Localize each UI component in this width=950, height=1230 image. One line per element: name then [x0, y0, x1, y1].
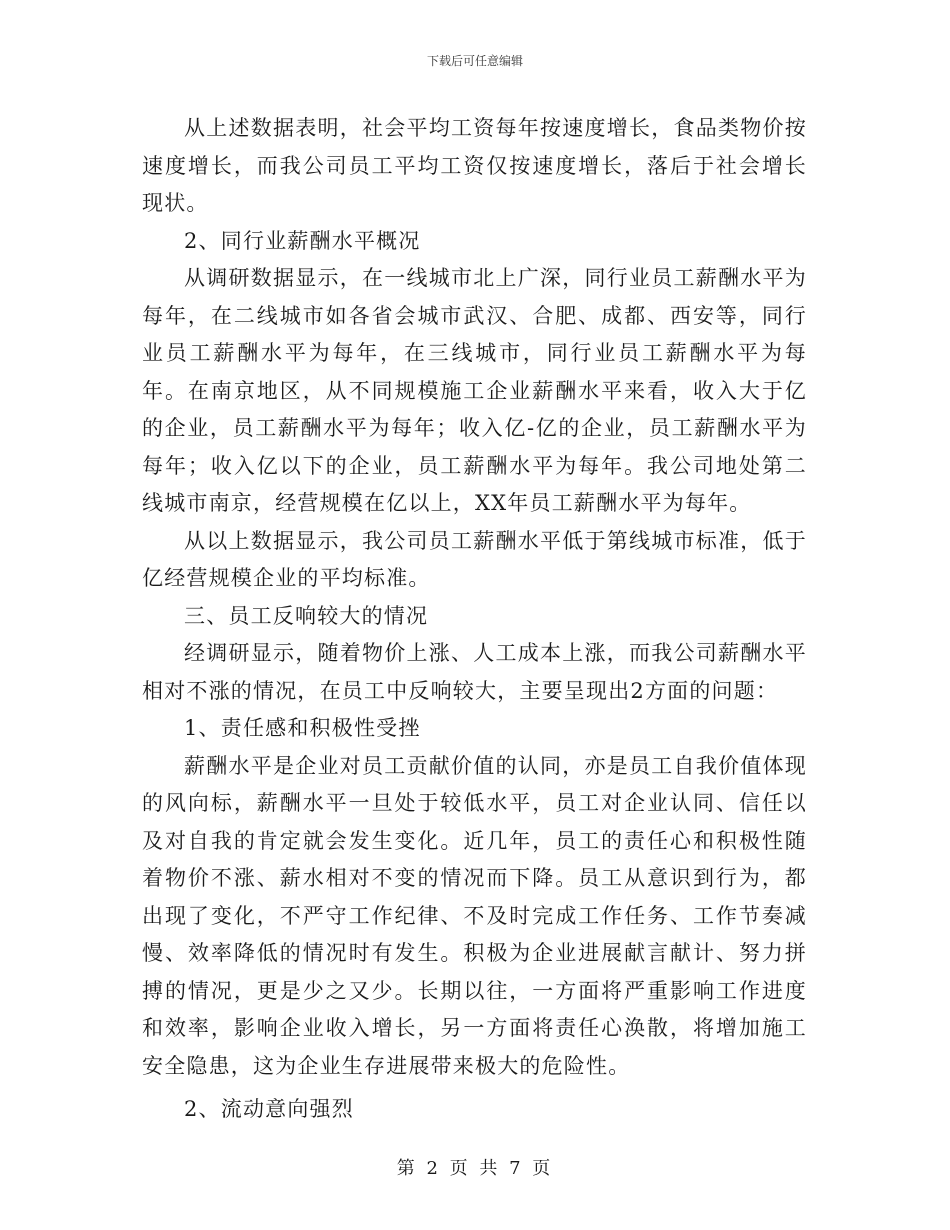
paragraph-responsibility: 薪酬水平是企业对员工贡献价值的认同，亦是员工自我价值体现的风向标，薪酬水平一旦处于较低水平，员工对企业认同、信任以及对自我的肯定就会发生变化。近几年，员工的责任心和积极性随着物价不涨、薪水相对不变的情况而下降。员工从意识到行为，都出现了变化，不严守工作纪律、不及时完成工作任务、工作节奏减慢、效率降低的情况时有发生。积极为企业进展献言献计、努力拼搏的情况，更是少之又少。长期以往，一方面将严重影响工作进度和效率，影响企业收入增长，另一方面将责任心涣散，将增加施工安全隐患，这为企业生存进展带来极大的危险性。 — [142, 753, 807, 1078]
page-header: 下载后可任意编辑 — [426, 54, 523, 68]
heading-industry-salary: 2、同行业薪酬水平概况 — [184, 228, 421, 253]
paragraph-survey-findings: 经调研显示，随着物价上涨、人工成本上涨，而我公司薪酬水平相对不涨的情况，在员工中反响较大，主要呈现出2方面的问题： — [142, 641, 807, 703]
paragraph-data-summary: 从上述数据表明，社会平均工资每年按速度增长，食品类物价按速度增长，而我公司员工平均工资仅按速度增长，落后于社会增长现状。 — [142, 116, 807, 215]
heading-responsibility: 1、责任感和积极性受挫 — [184, 716, 421, 740]
paragraph-survey-data: 从调研数据显示，在一线城市北上广深，同行业员工薪酬水平为每年，在二线城市如各省会城市武汉、合肥、成都、西安等，同行业员工薪酬水平为每年，在三线城市，同行业员工薪酬水平为每年。在南京地区，从不同规模施工企业薪酬水平来看，收入大于亿的企业，员工薪酬水平为每年；收入亿-亿的企业，员工薪酬水平为每年；收入亿以下的企业，员工薪酬水平为每年。我公司地处第二线城市南京，经营规模在亿以上，XX年员工薪酬水平为每年。 — [142, 266, 807, 515]
heading-employee-response: 三、员工反响较大的情况 — [184, 603, 429, 628]
page-footer: 第 2 页 共 7 页 — [396, 1158, 554, 1179]
paragraph-comparison: 从以上数据显示，我公司员工薪酬水平低于第线城市标准，低于亿经营规模企业的平均标准。 — [142, 528, 807, 590]
document-body — [142, 110, 807, 1129]
heading-turnover: 2、流动意向强烈 — [184, 1097, 354, 1121]
